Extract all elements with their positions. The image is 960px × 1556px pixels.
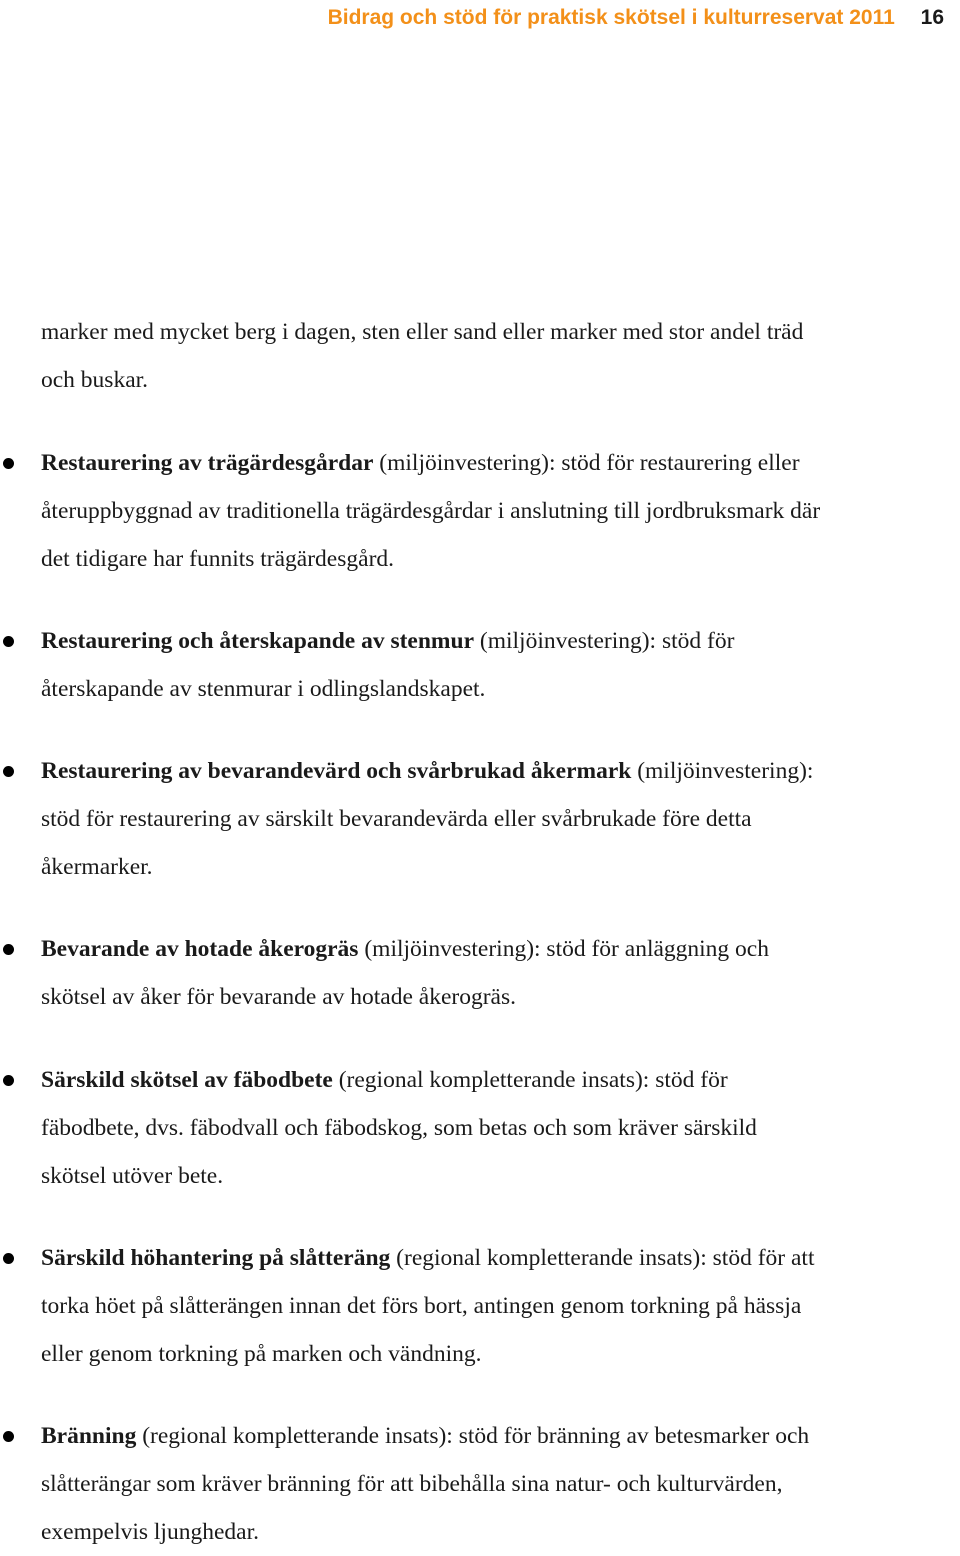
bullet-icon — [3, 636, 14, 647]
item-heading: Särskild höhantering på slåtteräng — [41, 1245, 391, 1271]
item-text: (miljöinvestering): stöd för — [474, 628, 735, 654]
bullet-icon — [3, 458, 14, 469]
list-item — [41, 1056, 960, 1200]
item-heading: Särskild skötsel av fäbodbete — [41, 1067, 333, 1093]
list-item — [41, 439, 960, 583]
text-line: marker med mycket berg i dagen, sten eller sand eller marker med stor andel träd — [41, 319, 804, 345]
text-line: exempelvis ljunghedar. — [41, 1519, 259, 1545]
text-line: skötsel av åker för bevarande av hotade åkerogräs. — [41, 984, 517, 1010]
intro-paragraph — [41, 308, 960, 404]
item-text: (miljöinvestering): stöd för anläggning och — [358, 936, 769, 962]
list-item — [41, 617, 960, 713]
page-number: 16 — [920, 6, 944, 29]
bullet-icon — [3, 1253, 14, 1264]
text-line: eller genom torkning på marken och vändning. — [41, 1341, 482, 1367]
bullet-icon — [3, 766, 14, 777]
text-line: och buskar. — [41, 367, 149, 393]
text-line: stöd för restaurering av särskilt bevarandevärda eller svårbrukade före detta — [41, 806, 752, 832]
text-line: åkermarker. — [41, 854, 153, 880]
list-item — [41, 1412, 960, 1556]
item-heading: Bevarande av hotade åkerogräs — [41, 936, 359, 962]
bullet-icon — [3, 1075, 14, 1086]
item-text: (miljöinvestering): — [631, 758, 814, 784]
item-heading: Restaurering av trägärdesgårdar — [41, 450, 374, 476]
text-line: det tidigare har funnits trägärdesgård. — [41, 546, 395, 572]
text-line: fäbodbete, dvs. fäbodvall och fäbodskog, som betas och som kräver särskild — [41, 1115, 757, 1141]
bullet-icon — [3, 1431, 14, 1442]
bullet-icon — [3, 944, 14, 955]
list-item — [41, 747, 960, 891]
item-text: (regional kompletterande insats): stöd för att — [390, 1245, 815, 1271]
text-line: skötsel utöver bete. — [41, 1163, 224, 1189]
item-text: (regional kompletterande insats): stöd för — [332, 1067, 728, 1093]
list-item — [41, 925, 960, 1021]
text-line: återskapande av stenmurar i odlingslandskapet. — [41, 676, 486, 702]
page-header — [328, 4, 944, 32]
item-heading: Bränning — [41, 1423, 137, 1449]
item-heading: Restaurering och återskapande av stenmur — [41, 628, 474, 654]
text-line: torka höet på slåtterängen innan det förs bort, antingen genom torkning på hässja — [41, 1293, 802, 1319]
text-line: återuppbyggnad av traditionella trägärdesgårdar i anslutning till jordbruksmark där — [41, 498, 821, 524]
list-item — [41, 1234, 960, 1378]
header-title: Bidrag och stöd för praktisk skötsel i kulturreservat 2011 — [327, 6, 895, 29]
text-line: slåtterängar som kräver bränning för att bibehålla sina natur- och kulturvärden, — [41, 1471, 783, 1497]
item-text: (miljöinvestering): stöd för restaurering eller — [373, 450, 800, 476]
item-heading: Restaurering av bevarandevärd och svårbrukad åkermark — [41, 758, 632, 784]
item-text: (regional kompletterande insats): stöd för bränning av betesmarker och — [136, 1423, 810, 1449]
